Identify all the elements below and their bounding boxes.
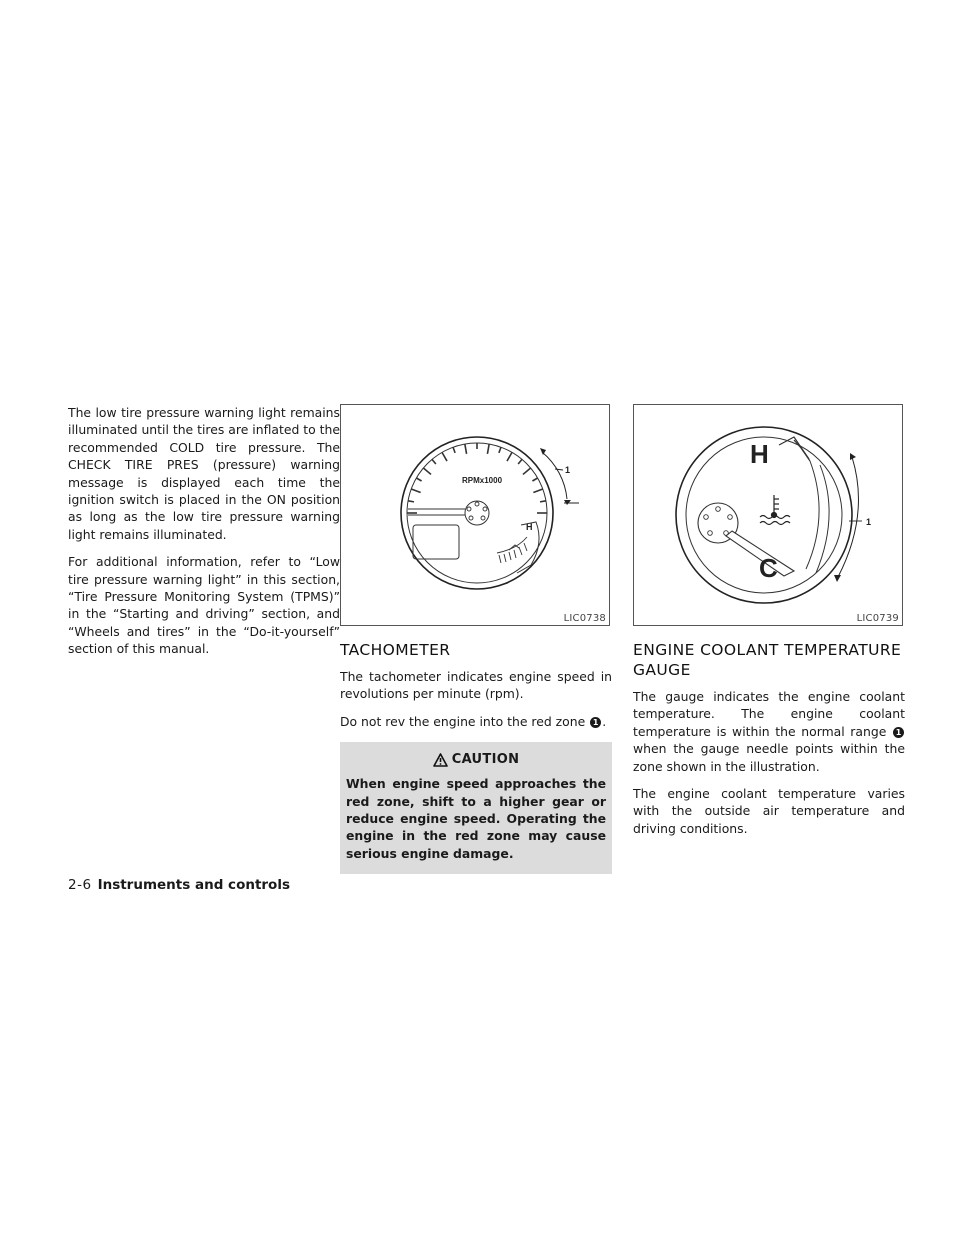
temp-hot-mark: H	[526, 522, 533, 532]
coolant-gauge-illustration	[634, 405, 904, 627]
coolant-variation-paragraph: The engine coolant temperature varies with the outside air temperature and driving conditions.	[633, 786, 905, 836]
tick-mark	[507, 452, 512, 461]
coolant-heading: ENGINE COOLANT TEMPERATURE GAUGE	[633, 641, 902, 679]
column-coolant	[633, 404, 905, 847]
tick-mark	[423, 468, 431, 474]
chapter-title: Instruments and controls	[97, 877, 290, 893]
column-tachometer	[340, 404, 612, 874]
caution-title: CAUTION	[451, 752, 520, 768]
redzone-callout-label: 1	[565, 465, 571, 475]
coolant-figure-code: LIC0739	[856, 613, 899, 624]
column-left	[68, 404, 340, 668]
coolant-temperature-icon	[760, 495, 790, 525]
rpm-dial-label: RPMx1000	[462, 476, 503, 485]
tick-mark	[532, 478, 537, 481]
tpms-reference-paragraph: For additional information, refer to “Low tire pressure warning light” in this section, “Tire Pressure Monitoring System (TPMS)” in the “Starting and driving” section, and “Wheels and tires” in the “Do-it-yourself” section of this manual.	[68, 554, 340, 657]
warning-triangle-icon	[433, 753, 448, 767]
tick-mark	[442, 452, 447, 461]
tick-mark	[487, 444, 489, 454]
callout-1-icon: 1	[590, 717, 601, 728]
tick-mark	[518, 459, 522, 464]
redzone-paragraph	[340, 713, 612, 730]
tachometer-figure-code: LIC0738	[563, 613, 606, 624]
cold-label: C	[759, 553, 778, 583]
callout-1-icon: 1	[893, 727, 904, 738]
tick-mark	[540, 501, 546, 502]
redzone-text: Do not rev the engine into the red zone	[340, 713, 586, 729]
caution-box	[340, 742, 612, 874]
normal-range-callout-label: 1	[866, 517, 872, 527]
tachometer-figure	[340, 404, 610, 626]
tick-mark	[533, 489, 542, 492]
coolant-text: The gauge indicates the engine coolant temperature. The engine coolant temperature is within the normal range	[633, 689, 905, 739]
page-footer	[68, 877, 290, 893]
caution-text: When engine speed approaches the red zone, shift to a higher gear or reduce engine speed. Operating the engine in the red zone may cause serious engine damage.	[346, 776, 606, 861]
tick-mark	[411, 489, 420, 492]
tick-mark	[432, 459, 436, 464]
caution-header	[346, 752, 606, 767]
coolant-paragraph	[633, 688, 905, 775]
tick-mark	[465, 444, 467, 454]
redzone-text-end: .	[602, 713, 607, 729]
tpms-paragraph: The low tire pressure warning light remains illuminated until the tires are inflated to the recommended COLD tire pressure. The CHECK TIRE PRES (pressure) warning message is displayed each time the ignition switch is placed in the ON position as long as the low tire pressure warning light remains illuminated.	[68, 405, 340, 542]
tick-mark	[453, 447, 455, 453]
tick-mark	[416, 478, 421, 481]
coolant-figure	[633, 404, 903, 626]
tick-mark	[408, 501, 414, 502]
tick-mark	[523, 468, 531, 474]
tachometer-illustration	[341, 405, 611, 627]
page-number: 2-6	[68, 877, 92, 893]
hot-label: H	[750, 439, 769, 469]
tick-mark	[499, 447, 501, 453]
tachometer-paragraph: The tachometer indicates engine speed in revolutions per minute (rpm).	[340, 669, 612, 702]
coolant-text-end: when the gauge needle points within the zone shown in the illustration.	[633, 741, 905, 774]
tachometer-heading: TACHOMETER	[340, 641, 451, 659]
